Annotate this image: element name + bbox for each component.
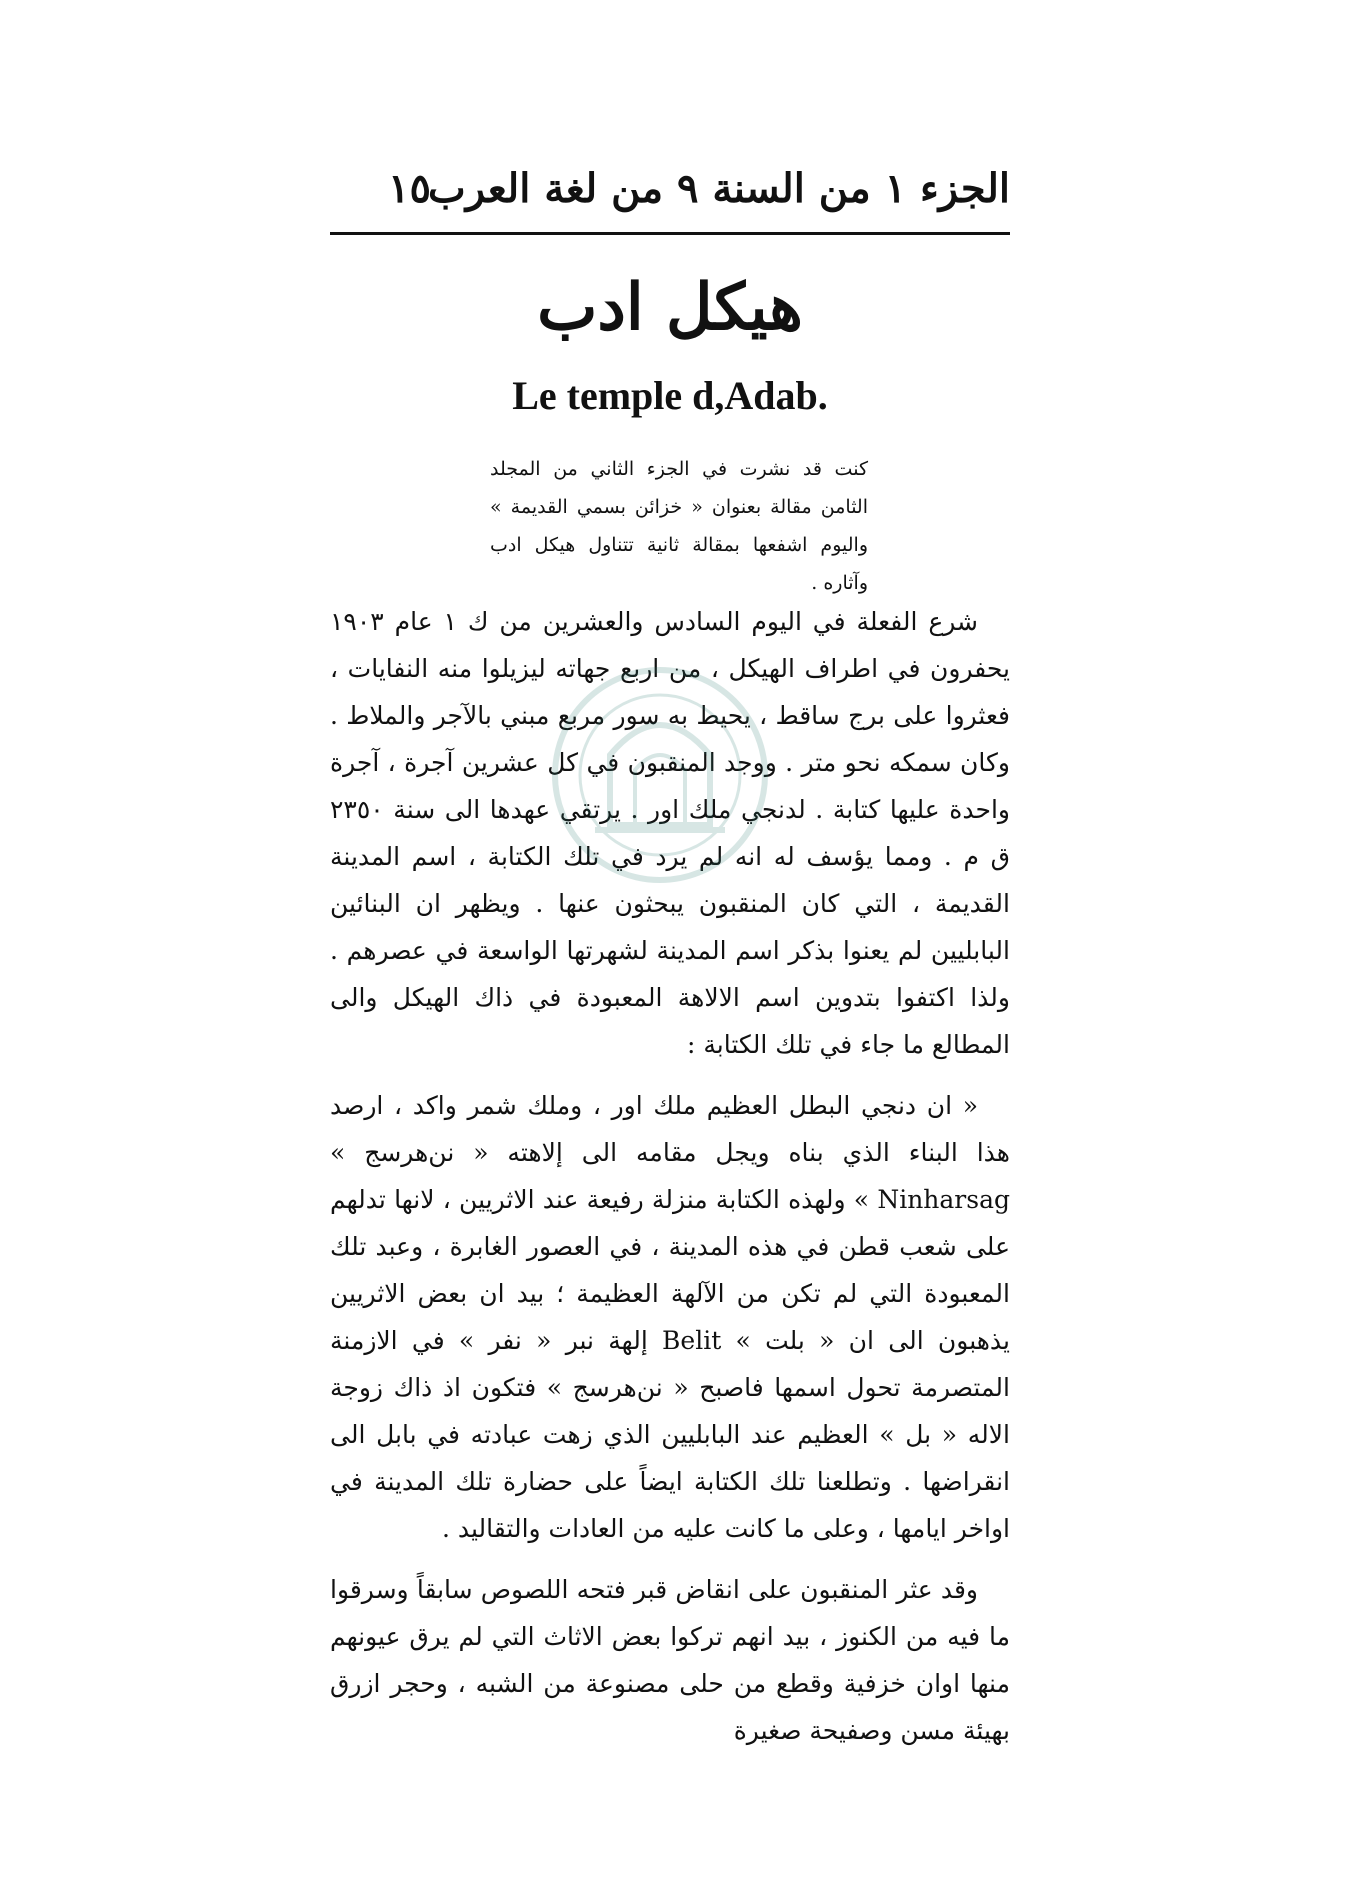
article-intro: كنت قد نشرت في الجزء الثاني من المجلد الثامن مقالة بعنوان « خزائن بسمي القديمة » واليوم اشفعها بمقالة ثانية تتناول هيكل ادب وآثاره . <box>490 458 868 594</box>
page-number: ١٥ <box>388 165 431 212</box>
body-paragraph: « ان دنجي البطل العظيم ملك اور ، وملك شمر واكد ، ارصد هذا البناء الذي بناه ويجل مقامه الى إلاهته « نن‌هرسج » Ninharsag » ولهذه الكتابة منزلة رفيعة عند الاثريين ، لانها تدلهم على شعب قطن في هذه المدينة ، في العصور الغابرة ، وعبد تلك المعبودة التي لم تكن من الآلهة العظيمة ؛ بيد ان بعض الاثريين يذهبون الى ان « بلت » Belit إلهة نبر « نفر » في الازمنة المتصرمة تحول اسمها فاصبح « نن‌هرسج » فتكون اذ ذاك زوجة الاله « بل » العظيم عند البابليين الذي زهت عبادته في بابل الى انقراضها . وتطلعنا تلك الكتابة ايضاً على حضارة تلك المدينة في اواخر ايامها ، وعلى ما كانت عليه من العادات والتقاليد . <box>330 1091 1010 1543</box>
header-rule <box>330 232 1010 235</box>
running-header <box>330 165 1010 225</box>
body-paragraph: وقد عثر المنقبون على انقاض قبر فتحه اللصوص سابقاً وسرقوا ما فيه من الكنوز ، بيد انهم تركوا بعض الاثاث التي لم يرق عيونهم منها اوان خزفية وقطع من حلى مصنوعة من الشبه ، وحجر ازرق بهيئة مسن وصفيحة صغيرة <box>330 1575 1010 1745</box>
article-title-arabic: هيكل ادب <box>537 270 803 345</box>
body-paragraph: شرع الفعلة في اليوم السادس والعشرين من ك ١ عام ١٩٠٣ يحفرون في اطراف الهيكل ، من اربع جهاته ليزيلوا منه النفايات ، فعثروا على برج ساقط ، يحيط به سور مربع مبني بالآجر والملاط . وكان سمكه نحو متر . ووجد المنقبون في كل عشرين آجرة ، آجرة واحدة عليها كتابة . لدنجي ملك اور . يرتقي عهدها الى سنة ٢٣٥٠ ق م . ومما يؤسف له انه لم يرد في تلك الكتابة ، اسم المدينة القديمة ، التي كان المنقبون يبحثون عنها . ويظهر ان البنائين البابليين لم يعنوا بذكر اسم المدينة لشهرتها الواسعة في عصرهم . ولذا اكتفوا بتدوين اسم الالاهة المعبودة في ذاك الهيكل والى المطالع ما جاء في تلك الكتابة : <box>330 607 1010 1059</box>
article-title-french: Le temple d,Adab. <box>512 373 828 418</box>
library-seal-icon <box>540 655 780 895</box>
running-title: الجزء ١ من السنة ٩ من لغة العرب <box>428 165 1010 212</box>
